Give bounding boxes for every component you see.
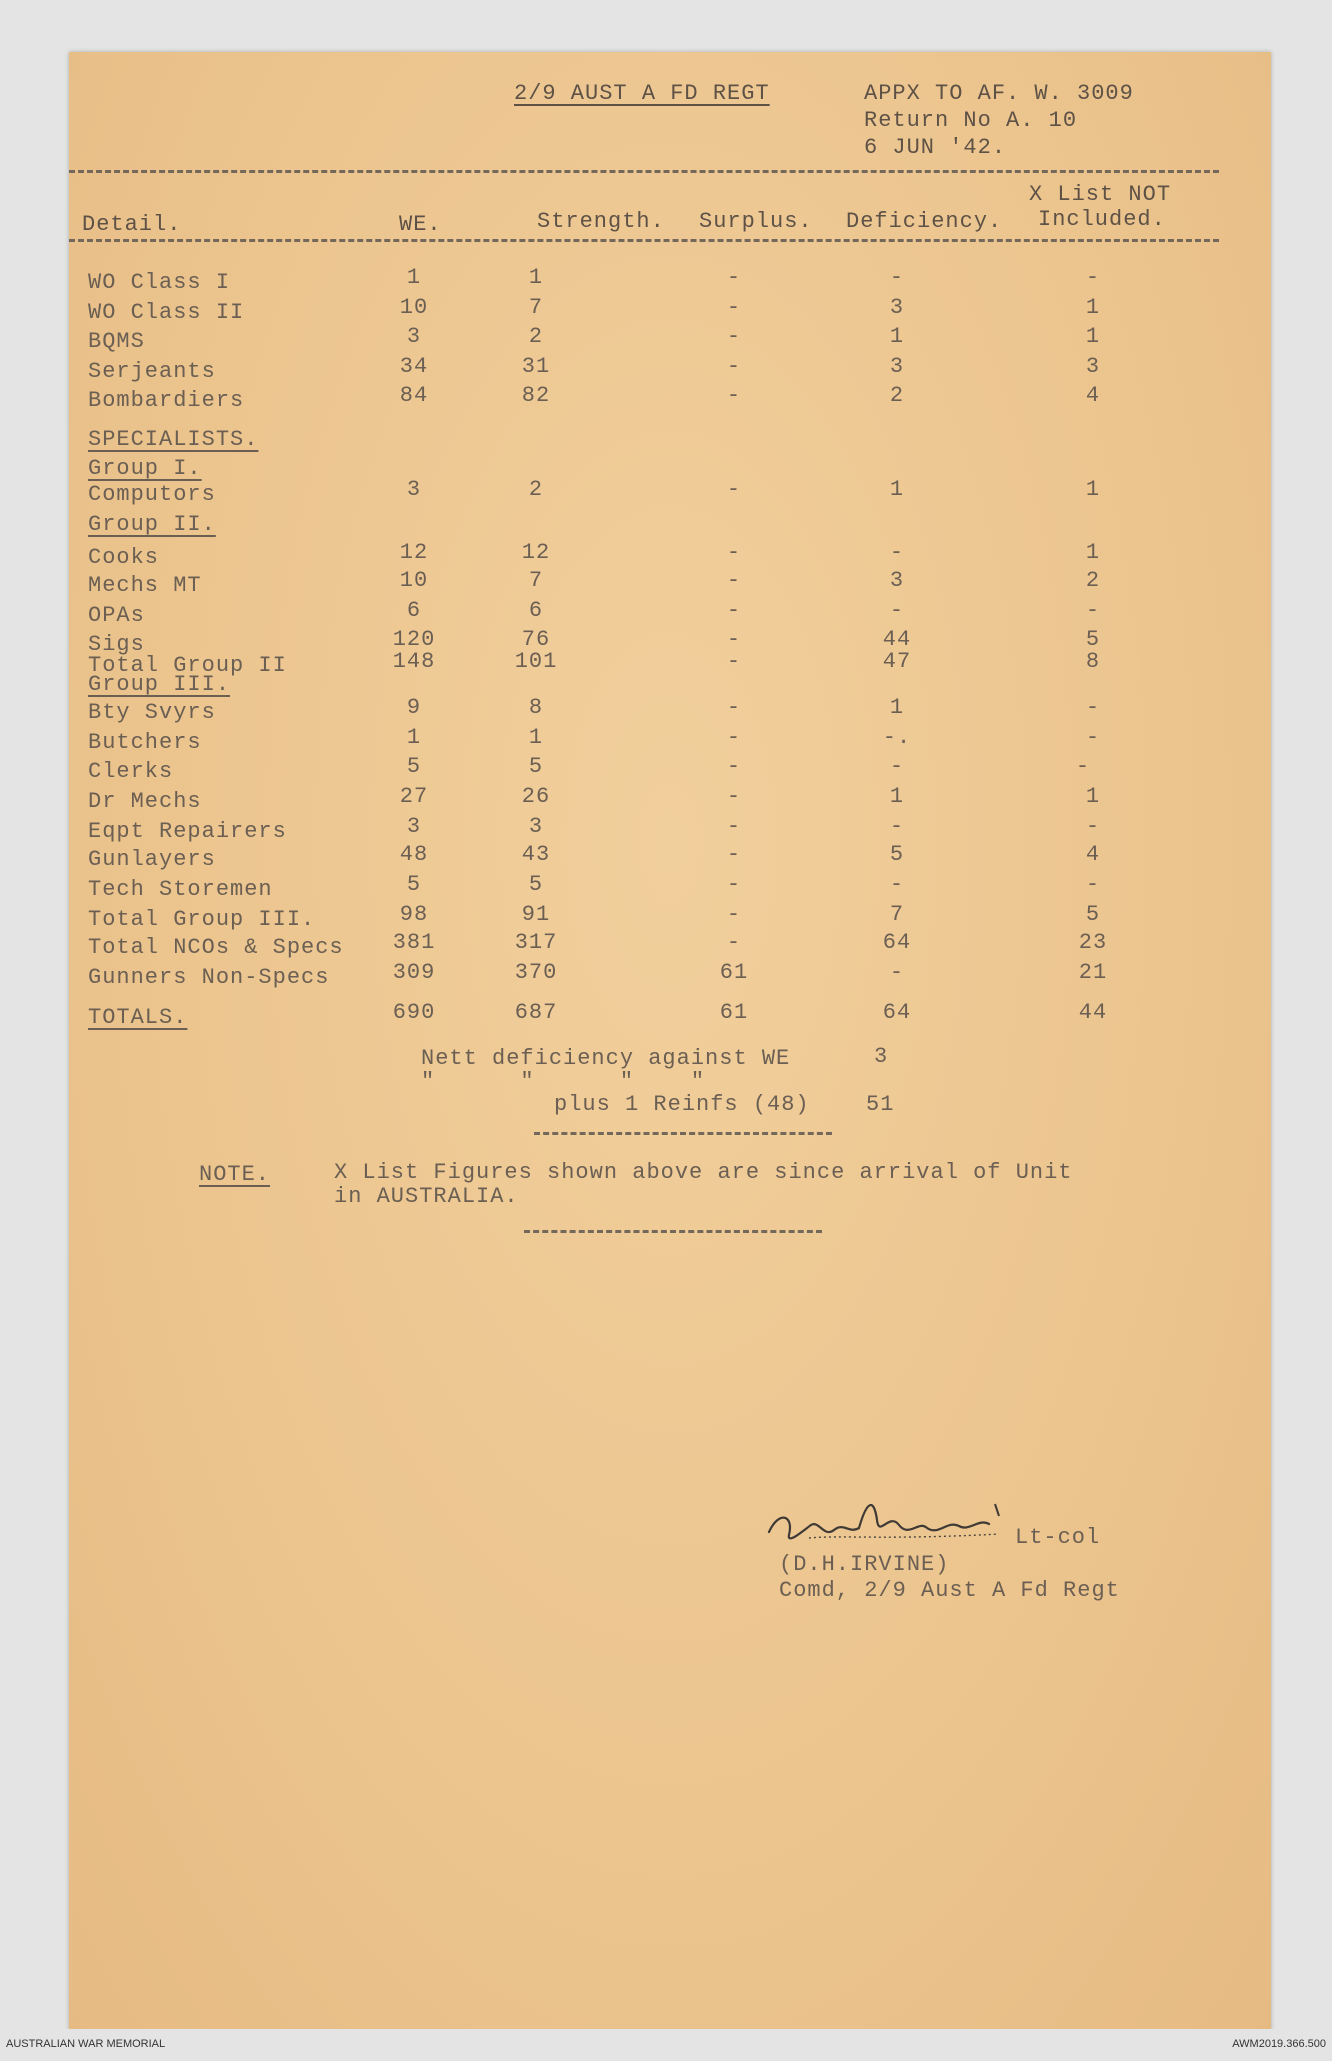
cell-strength: 101: [514, 649, 558, 674]
group-heading: Group I.: [88, 456, 202, 481]
row-label: Serjeants: [88, 359, 216, 384]
cell-surplus: -: [726, 725, 742, 750]
note-line1: X List Figures shown above are since arrival of Unit: [334, 1160, 1073, 1185]
cell-surplus: -: [726, 930, 742, 955]
row-label: Computors: [88, 482, 216, 507]
row-label: Sigs: [88, 632, 145, 657]
row-label: Bombardiers: [88, 388, 245, 413]
cell-we: 3: [406, 477, 422, 502]
cell-surplus: -: [726, 295, 742, 320]
cell-surplus: -: [726, 568, 742, 593]
cell-xlist: 3: [1085, 354, 1101, 379]
cell-we: 381: [392, 930, 436, 955]
column-header-divider: [69, 239, 1219, 242]
cell-strength: 82: [521, 383, 551, 408]
cell-we: 9: [406, 695, 422, 720]
cell-we: 10: [399, 295, 429, 320]
cell-xlist: 1: [1085, 784, 1101, 809]
row-label-totals: TOTALS.: [88, 1005, 188, 1030]
cell-deficiency: -: [889, 540, 905, 565]
cell-strength: 370: [514, 960, 558, 985]
cell-deficiency: 3: [889, 354, 905, 379]
cell-surplus: -: [726, 695, 742, 720]
row-label: Total Group II: [88, 653, 287, 678]
cell-deficiency: -: [889, 960, 905, 985]
cell-we: 690: [392, 1000, 436, 1025]
row-label: Total NCOs & Specs: [88, 935, 344, 960]
group-heading: Group II.: [88, 512, 216, 537]
cell-strength: 43: [521, 842, 551, 867]
cell-surplus: 61: [719, 960, 749, 985]
nett-deficiency-text: Nett deficiency against WE: [421, 1046, 791, 1071]
column-deficiency: Deficiency.: [846, 209, 1003, 234]
row-label: Gunners Non-Specs: [88, 965, 330, 990]
cell-surplus: -: [726, 354, 742, 379]
cell-deficiency: 64: [882, 1000, 912, 1025]
cell-strength: 31: [521, 354, 551, 379]
cell-deficiency: 1: [889, 324, 905, 349]
cell-xlist: 21: [1078, 960, 1108, 985]
cell-deficiency: 3: [889, 568, 905, 593]
cell-xlist: 4: [1085, 383, 1101, 408]
cell-surplus: -: [726, 598, 742, 623]
signatory-name: (D.H.IRVINE): [779, 1552, 950, 1577]
cell-strength: 2: [528, 324, 544, 349]
cell-we: 5: [406, 754, 422, 779]
signatory-rank: Lt-col: [1015, 1525, 1101, 1550]
unit-title: 2/9 AUST A FD REGT: [514, 81, 770, 106]
cell-strength: 1: [528, 725, 544, 750]
cell-surplus: -: [726, 477, 742, 502]
row-label: Bty Svyrs: [88, 700, 216, 725]
cell-xlist: -: [1085, 695, 1101, 720]
cell-we: 6: [406, 598, 422, 623]
cell-we: 5: [406, 872, 422, 897]
cell-deficiency: 1: [889, 477, 905, 502]
cell-surplus: -: [726, 754, 742, 779]
cell-xlist: 44: [1078, 1000, 1108, 1025]
cell-deficiency: 5: [889, 842, 905, 867]
cell-we: 10: [399, 568, 429, 593]
cell-xlist: 5: [1085, 902, 1101, 927]
column-detail: Detail.: [82, 212, 182, 237]
cell-xlist: -: [1085, 598, 1101, 623]
cell-strength: 5: [528, 754, 544, 779]
cell-xlist: 8: [1085, 649, 1101, 674]
cell-we: 148: [392, 649, 436, 674]
row-label: Tech Storemen: [88, 877, 273, 902]
cell-xlist: 2: [1085, 568, 1101, 593]
column-strength: Strength.: [537, 209, 665, 234]
cell-xlist: 1: [1085, 477, 1101, 502]
cell-strength: 8: [528, 695, 544, 720]
archive-footer: [0, 2029, 1332, 2061]
cell-we: 48: [399, 842, 429, 867]
group-heading: Group III.: [88, 672, 231, 697]
row-label: Total Group III.: [88, 907, 316, 932]
return-date: 6 JUN '42.: [864, 135, 1007, 160]
cell-surplus: -: [726, 540, 742, 565]
cell-deficiency: -: [889, 598, 905, 623]
cell-we: 309: [392, 960, 436, 985]
cell-strength: 7: [528, 295, 544, 320]
cell-xlist: 1: [1085, 295, 1101, 320]
cell-xlist: 5: [1085, 627, 1101, 652]
archive-reference: AWM2019.366.500: [1232, 2038, 1326, 2050]
cell-surplus: -: [726, 265, 742, 290]
cell-surplus: -: [726, 649, 742, 674]
cell-deficiency: 3: [889, 295, 905, 320]
cell-deficiency: 7: [889, 902, 905, 927]
cell-xlist: -: [1075, 754, 1091, 779]
cell-xlist: 1: [1085, 540, 1101, 565]
header-divider: [69, 170, 1219, 173]
cell-we: 34: [399, 354, 429, 379]
cell-strength: 317: [514, 930, 558, 955]
signature-image: [749, 1490, 1049, 1560]
column-we: WE.: [399, 212, 442, 237]
cell-xlist: -: [1085, 814, 1101, 839]
document-page: [69, 52, 1271, 2030]
cell-deficiency: 44: [882, 627, 912, 652]
note-label: NOTE.: [199, 1162, 271, 1187]
cell-xlist: -: [1085, 872, 1101, 897]
cell-we: 1: [406, 725, 422, 750]
cell-strength: 91: [521, 902, 551, 927]
column-xlist-line2: Included.: [1038, 207, 1166, 232]
cell-surplus: -: [726, 902, 742, 927]
cell-deficiency: -: [889, 754, 905, 779]
row-label: BQMS: [88, 329, 145, 354]
row-label: Eqpt Repairers: [88, 819, 287, 844]
row-label: Gunlayers: [88, 847, 216, 872]
reinforcement-value: 51: [866, 1092, 895, 1117]
cell-strength: 3: [528, 814, 544, 839]
cell-surplus: -: [726, 324, 742, 349]
column-surplus: Surplus.: [699, 209, 813, 234]
cell-we: 12: [399, 540, 429, 565]
cell-strength: 76: [521, 627, 551, 652]
cell-we: 3: [406, 324, 422, 349]
cell-deficiency: 47: [882, 649, 912, 674]
ditto-marks: " " " ": [421, 1069, 706, 1094]
cell-surplus: -: [726, 784, 742, 809]
cell-deficiency: -.: [882, 725, 912, 750]
note-divider: [524, 1230, 822, 1233]
cell-strength: 1: [528, 265, 544, 290]
cell-deficiency: -: [889, 872, 905, 897]
cell-xlist: 4: [1085, 842, 1101, 867]
cell-surplus: -: [726, 872, 742, 897]
cell-xlist: 1: [1085, 324, 1101, 349]
row-label: Cooks: [88, 545, 160, 570]
cell-strength: 26: [521, 784, 551, 809]
row-label: Clerks: [88, 759, 174, 784]
cell-surplus: 61: [719, 1000, 749, 1025]
cell-xlist: -: [1085, 725, 1101, 750]
cell-we: 98: [399, 902, 429, 927]
row-label: Dr Mechs: [88, 789, 202, 814]
cell-surplus: -: [726, 383, 742, 408]
cell-xlist: -: [1085, 265, 1101, 290]
cell-deficiency: 2: [889, 383, 905, 408]
appx-reference: APPX TO AF. W. 3009: [864, 81, 1134, 106]
nett-divider: [534, 1132, 832, 1135]
cell-we: 1: [406, 265, 422, 290]
row-label: WO Class II: [88, 300, 245, 325]
nett-deficiency-value: 3: [874, 1044, 889, 1069]
row-label: WO Class I: [88, 270, 231, 295]
row-label: OPAs: [88, 603, 145, 628]
cell-deficiency: -: [889, 265, 905, 290]
cell-deficiency: 1: [889, 784, 905, 809]
reinforcement-text: plus 1 Reinfs (48): [554, 1092, 810, 1117]
cell-deficiency: 1: [889, 695, 905, 720]
archive-name: AUSTRALIAN WAR MEMORIAL: [6, 2038, 166, 2050]
cell-deficiency: -: [889, 814, 905, 839]
cell-xlist: 23: [1078, 930, 1108, 955]
section-heading-specialists: SPECIALISTS.: [88, 427, 259, 452]
return-number: Return No A. 10: [864, 108, 1078, 133]
cell-strength: 6: [528, 598, 544, 623]
column-xlist-line1: X List NOT: [1029, 182, 1172, 207]
cell-strength: 7: [528, 568, 544, 593]
cell-we: 3: [406, 814, 422, 839]
row-label: Butchers: [88, 730, 202, 755]
cell-strength: 12: [521, 540, 551, 565]
cell-strength: 2: [528, 477, 544, 502]
cell-strength: 5: [528, 872, 544, 897]
cell-strength: 687: [514, 1000, 558, 1025]
cell-deficiency: 64: [882, 930, 912, 955]
signatory-title: Comd, 2/9 Aust A Fd Regt: [779, 1578, 1120, 1603]
cell-surplus: -: [726, 842, 742, 867]
cell-we: 84: [399, 383, 429, 408]
cell-we: 120: [392, 627, 436, 652]
cell-surplus: -: [726, 627, 742, 652]
cell-we: 27: [399, 784, 429, 809]
row-label: Mechs MT: [88, 573, 202, 598]
cell-surplus: -: [726, 814, 742, 839]
note-line2: in AUSTRALIA.: [334, 1184, 519, 1209]
